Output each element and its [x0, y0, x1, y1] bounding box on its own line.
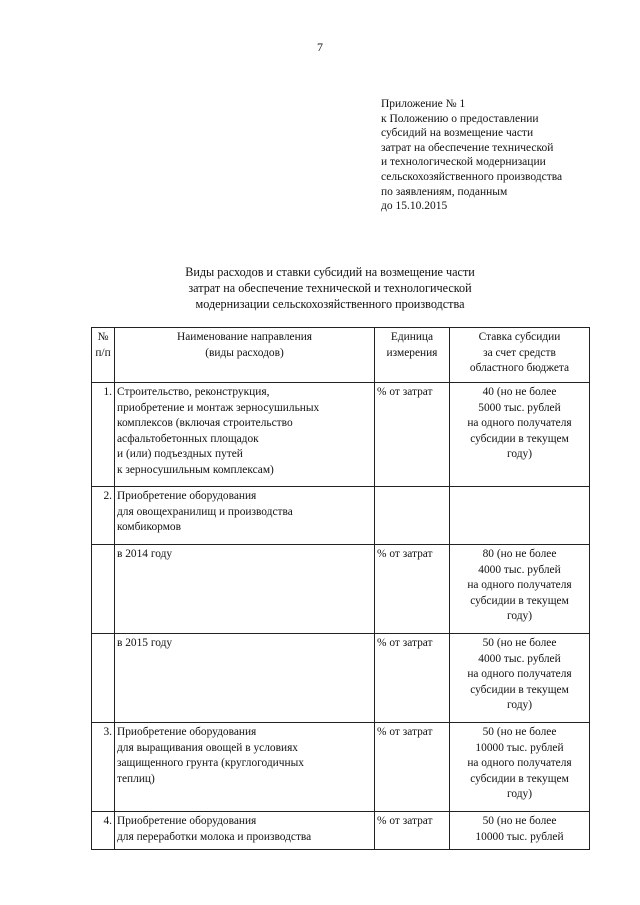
row-unit: % от затрат	[375, 545, 450, 634]
row-rate-line: году)	[506, 448, 533, 460]
header-rate-line: за счет средств	[483, 346, 556, 359]
page-number: 7	[317, 40, 323, 54]
row-num: 1.	[92, 383, 115, 487]
row-name-line: асфальтобетонных площадок	[117, 432, 259, 445]
row-name	[115, 723, 375, 812]
row-name-line: приобретение и монтаж зерносушильных	[117, 401, 320, 414]
row-name-line: и (или) подъездных путей	[117, 448, 243, 460]
header-unit-line: измерения	[386, 346, 438, 359]
row-rate-line: на одного получателя	[467, 579, 572, 591]
table-row	[92, 812, 590, 850]
table-row	[92, 383, 590, 487]
row-rate-line: 5000 тыс. рублей	[478, 401, 561, 414]
row-name-line: к зерносушильным комплексам)	[117, 463, 274, 476]
row-name-line: для выращивания овощей в условиях	[117, 741, 299, 754]
row-name-line: комбикормов	[117, 521, 181, 533]
row-rate-line: году)	[506, 610, 533, 622]
row-unit	[375, 487, 450, 545]
row-name	[115, 487, 375, 545]
header-rate	[450, 328, 590, 383]
row-name-line: в 2015 году	[117, 637, 173, 649]
appendix-line: Приложение № 1	[381, 98, 466, 110]
header-num	[92, 328, 115, 383]
row-unit: % от затрат	[375, 812, 450, 850]
row-rate-line: 50 (но не более	[482, 637, 557, 649]
header-name-line: Наименование направления	[176, 331, 313, 343]
row-rate-line: 80 (но не более	[482, 548, 557, 560]
title-line: модернизации сельскохозяйственного производства	[195, 297, 465, 311]
row-name-line: Приобретение оборудования	[117, 490, 257, 502]
row-unit: % от затрат	[375, 723, 450, 812]
row-name-line: теплиц)	[117, 772, 155, 785]
row-name-line: Приобретение оборудования	[117, 815, 257, 827]
header-name-line: (виды расходов)	[205, 346, 284, 359]
row-name-line: для переработки молока и производства	[117, 830, 312, 843]
table-row	[92, 545, 590, 634]
appendix-line: по заявлениям, поданным	[381, 185, 508, 198]
row-rate-line: году)	[506, 788, 533, 800]
row-rate-line: субсидии в текущем	[470, 594, 569, 607]
row-name-line: в 2014 году	[117, 548, 173, 560]
row-unit: % от затрат	[375, 634, 450, 723]
row-num	[92, 545, 115, 634]
row-name	[115, 812, 375, 850]
row-rate-line: на одного получателя	[467, 668, 572, 680]
appendix-line: субсидий на возмещение части	[381, 127, 534, 140]
row-rate	[450, 723, 590, 812]
header-num-line: п/п	[95, 346, 111, 359]
table-row	[92, 634, 590, 723]
row-name-line: Приобретение оборудования	[117, 726, 257, 738]
row-rate	[450, 383, 590, 487]
row-rate	[450, 487, 590, 545]
appendix-line: и технологической модернизации	[381, 156, 546, 169]
row-unit: % от затрат	[375, 383, 450, 487]
row-rate-line: субсидии в текущем	[470, 772, 569, 785]
appendix-line: к Положению о предоставлении	[381, 112, 539, 125]
row-rate-line: на одного получателя	[467, 757, 572, 769]
table-row	[92, 487, 590, 545]
row-rate-line: 50 (но не более	[482, 726, 557, 738]
header-rate-line: Ставка субсидии	[478, 331, 561, 343]
row-rate	[450, 812, 590, 850]
row-num: 4.	[92, 812, 115, 850]
appendix-line: до 15.10.2015	[381, 200, 448, 213]
table-row	[92, 723, 590, 812]
row-name	[115, 634, 375, 723]
row-name-line: защищенного грунта (круглогодичных	[117, 757, 304, 769]
row-num: 3.	[92, 723, 115, 812]
table-header-row	[92, 328, 590, 383]
row-name	[115, 383, 375, 487]
header-unit-line: Единица	[390, 331, 434, 343]
row-rate-line: году)	[506, 699, 533, 711]
header-unit	[375, 328, 450, 383]
row-rate-line: 10000 тыс. рублей	[475, 830, 564, 843]
row-rate-line: 40 (но не более	[482, 386, 557, 398]
appendix-line: затрат на обеспечение технической	[381, 141, 554, 154]
header-name	[115, 328, 375, 383]
row-rate	[450, 634, 590, 723]
row-rate-line: 50 (но не более	[482, 815, 557, 827]
header-num-line: №	[97, 331, 109, 343]
appendix-line: сельскохозяйственного производства	[381, 170, 563, 183]
subsidy-rates-table	[91, 327, 590, 850]
row-name	[115, 545, 375, 634]
row-rate-line: субсидии в текущем	[470, 683, 569, 696]
row-rate-line: 4000 тыс. рублей	[478, 652, 561, 665]
row-name-line: Строительство, реконструкция,	[117, 386, 270, 398]
row-name-line: для овощехранилищ и производства	[117, 505, 293, 518]
title-line: затрат на обеспечение технической и технологической	[188, 281, 472, 295]
row-rate-line: 10000 тыс. рублей	[475, 741, 564, 754]
row-rate-line: 4000 тыс. рублей	[478, 563, 561, 576]
row-num: 2.	[92, 487, 115, 545]
row-rate-line: на одного получателя	[467, 417, 572, 429]
row-num	[92, 634, 115, 723]
document-title	[0, 264, 640, 312]
row-name-line: комплексов (включая строительство	[117, 417, 293, 429]
row-rate	[450, 545, 590, 634]
title-line: Виды расходов и ставки субсидий на возмещение части	[185, 265, 475, 279]
row-rate-line: субсидии в текущем	[470, 432, 569, 445]
appendix-heading	[381, 97, 621, 214]
header-rate-line: областного бюджета	[469, 362, 570, 374]
